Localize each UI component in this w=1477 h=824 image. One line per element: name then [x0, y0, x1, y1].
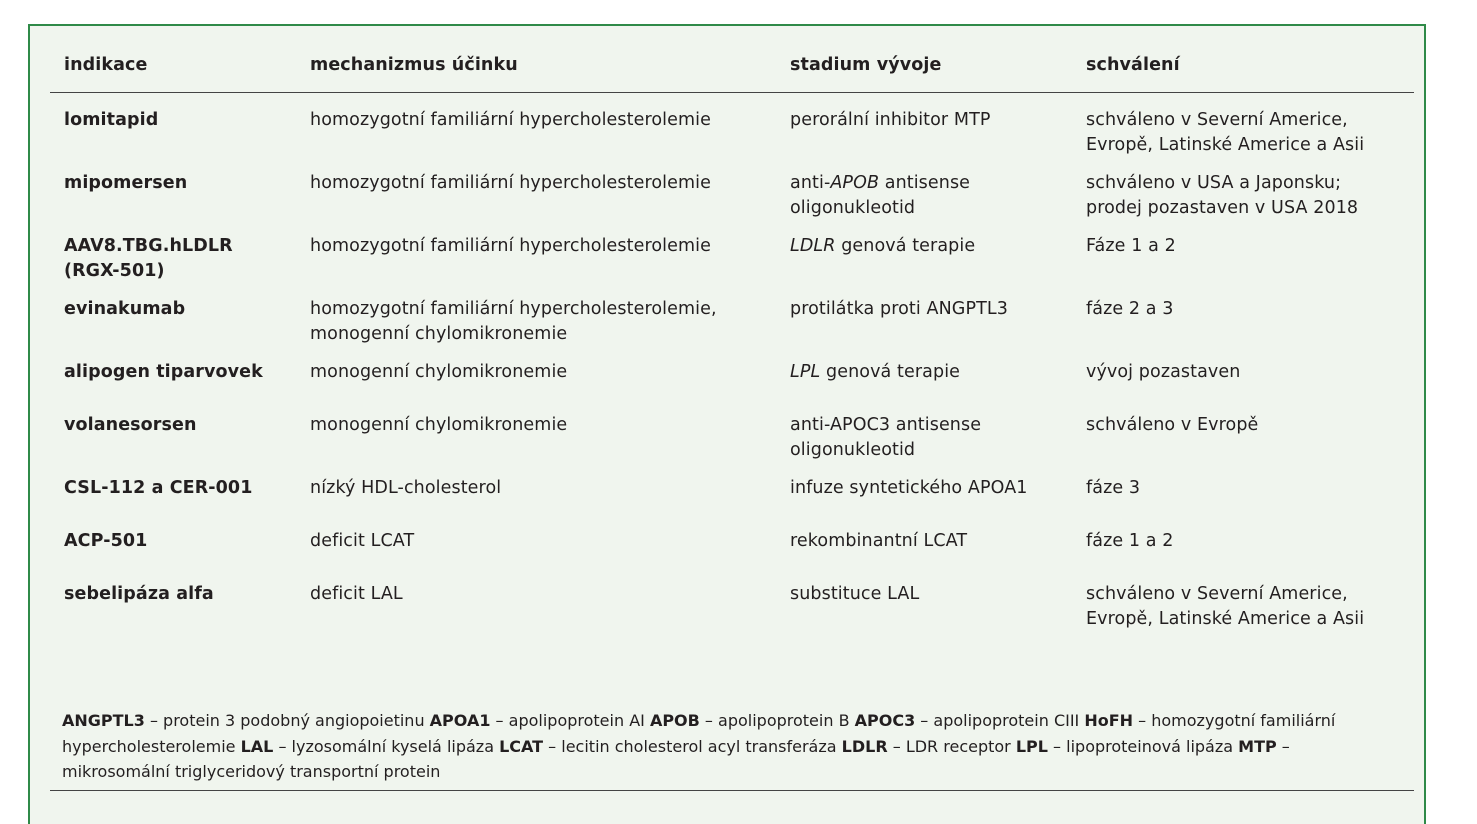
stage-post: antisense: [879, 173, 971, 193]
stage-post: genová terapie: [835, 236, 976, 256]
table-row: [50, 284, 1414, 347]
cell-stage: [776, 569, 1072, 632]
stage-line2: oligonukleotid: [790, 198, 916, 218]
header-stadium: stadium vývoje: [776, 42, 1072, 93]
approval-line: schváleno v Evropě: [1086, 415, 1259, 435]
cell-approval: [1072, 569, 1414, 632]
cell-mechanism: [296, 400, 776, 463]
abbreviation-term: APOC3: [854, 711, 916, 730]
cell-drug: [50, 347, 296, 400]
mechanism-line: monogenní chylomikronemie: [310, 362, 568, 382]
mechanism-line: homozygotní familiární hypercholesterolemie,: [310, 299, 717, 319]
cell-drug: [50, 221, 296, 284]
cell-drug: [50, 569, 296, 632]
mechanism-line: nízký HDL-cholesterol: [310, 478, 502, 498]
mechanism-line: homozygotní familiární hypercholesterolemie: [310, 173, 711, 193]
cell-stage: [776, 400, 1072, 463]
drug-name: evinakumab: [64, 299, 186, 319]
approval-line: Evropě, Latinské Americe a Asii: [1086, 135, 1365, 155]
abbreviation-term: HoFH: [1084, 711, 1134, 730]
cell-drug: [50, 93, 296, 159]
header-schvaleni: schválení: [1072, 42, 1414, 93]
abbreviation-term: APOB: [649, 711, 700, 730]
stage-post: substituce LAL: [790, 584, 920, 604]
cell-mechanism: [296, 516, 776, 569]
table-row: [50, 221, 1414, 284]
approval-line: fáze 3: [1086, 478, 1141, 498]
stage-ital: LDLR: [790, 236, 836, 256]
abbreviation-definition: – homozygotní familiární hypercholesterolemie: [62, 711, 1336, 756]
cell-stage: [776, 516, 1072, 569]
mechanism-line: homozygotní familiární hypercholesterolemie: [310, 236, 711, 256]
cell-approval: [1072, 93, 1414, 159]
cell-drug: [50, 158, 296, 221]
cell-mechanism: [296, 347, 776, 400]
abbreviation-definition: – LDR receptor: [887, 736, 1016, 756]
abbreviation-term: APOA1: [429, 711, 491, 730]
stage-pre: anti-: [790, 173, 831, 193]
mechanism-line: deficit LAL: [310, 584, 403, 604]
abbreviation-term: LDLR: [841, 736, 888, 756]
stage-line: [790, 234, 1058, 259]
table-row: [50, 93, 1414, 159]
stage-line: [790, 297, 1058, 322]
table-row: [50, 158, 1414, 221]
stage-post: rekombinantní LCAT: [790, 531, 968, 551]
mechanism-line: monogenní chylomikronemie: [310, 324, 568, 344]
cell-stage: [776, 158, 1072, 221]
table-row: [50, 569, 1414, 632]
stage-line: [790, 529, 1058, 554]
abbreviation-term: LAL: [240, 736, 274, 756]
approval-line: schváleno v Severní Americe,: [1086, 584, 1348, 604]
header-indikace: indikace: [50, 42, 296, 93]
stage-line: [790, 413, 1058, 438]
abbreviations-footnote: [62, 708, 1402, 785]
abbreviation-term: MTP: [1238, 736, 1277, 756]
stage-line: [790, 171, 1058, 196]
cell-approval: [1072, 284, 1414, 347]
stage-post: genová terapie: [820, 362, 961, 382]
stage-line: [790, 582, 1058, 607]
cell-stage: [776, 221, 1072, 284]
stage-line: [790, 476, 1058, 501]
stage-post: infuze syntetického APOA1: [790, 478, 1028, 498]
cell-stage: [776, 93, 1072, 159]
drug-name: alipogen tiparvovek: [64, 362, 263, 382]
approval-line: fáze 1 a 2: [1086, 531, 1174, 551]
cell-mechanism: [296, 284, 776, 347]
drug-name: sebelipáza alfa: [64, 584, 214, 604]
cell-approval: [1072, 463, 1414, 516]
abbreviation-definition: – protein 3 podobný angiopoietinu: [144, 711, 430, 730]
drug-name-line2: (RGX-501): [64, 261, 165, 281]
cell-drug: [50, 400, 296, 463]
table-row: [50, 463, 1414, 516]
stage-post: anti-APOC3 antisense: [790, 415, 982, 435]
cell-approval: [1072, 158, 1414, 221]
table-row: [50, 516, 1414, 569]
drug-name: volanesorsen: [64, 415, 197, 435]
cell-mechanism: [296, 93, 776, 159]
cell-mechanism: [296, 158, 776, 221]
cell-stage: [776, 284, 1072, 347]
approval-line: prodej pozastaven v USA 2018: [1086, 198, 1359, 218]
header-mechanizmus: mechanizmus účinku: [296, 42, 776, 93]
cell-drug: [50, 284, 296, 347]
cell-mechanism: [296, 221, 776, 284]
mechanism-line: monogenní chylomikronemie: [310, 415, 568, 435]
abbreviation-definition: – apolipoprotein B: [699, 711, 855, 730]
abbreviation-definition: – mikrosomální triglyceridový transportní protein: [62, 736, 1290, 781]
mechanism-line: deficit LCAT: [310, 531, 415, 551]
abbreviation-term: ANGPTL3: [62, 711, 145, 730]
drug-name: ACP-501: [64, 531, 148, 551]
drug-name: CSL-112 a CER-001: [64, 478, 253, 498]
stage-post: perorální inhibitor MTP: [790, 110, 991, 130]
abbreviation-definition: – apolipoprotein AI: [490, 711, 650, 730]
cell-drug: [50, 463, 296, 516]
abbreviation-definition: – apolipoprotein CIII: [915, 711, 1085, 730]
approval-line: Evropě, Latinské Americe a Asii: [1086, 609, 1365, 629]
approval-line: fáze 2 a 3: [1086, 299, 1174, 319]
stage-post: protilátka proti ANGPTL3: [790, 299, 1008, 319]
table-row: [50, 347, 1414, 400]
approval-line: schváleno v USA a Japonsku;: [1086, 173, 1342, 193]
abbreviation-definition: – lecitin cholesterol acyl transferáza: [543, 736, 842, 756]
cell-mechanism: [296, 569, 776, 632]
table-header-row: [50, 42, 1414, 93]
abbreviation-term: LCAT: [499, 736, 544, 756]
stage-ital: LPL: [790, 362, 821, 382]
cell-approval: [1072, 400, 1414, 463]
mechanism-line: homozygotní familiární hypercholesterolemie: [310, 110, 711, 130]
abbreviation-term: LPL: [1015, 736, 1048, 756]
approval-line: schváleno v Severní Americe,: [1086, 110, 1348, 130]
table-row: [50, 400, 1414, 463]
approval-line: vývoj pozastaven: [1086, 362, 1241, 382]
cell-drug: [50, 516, 296, 569]
stage-line: [790, 108, 1058, 133]
abbreviation-definition: – lipoproteinová lipáza: [1047, 736, 1239, 756]
drug-name: mipomersen: [64, 173, 188, 193]
approval-line: Fáze 1 a 2: [1086, 236, 1176, 256]
abbreviation-definition: – lyzosomální kyselá lipáza: [273, 736, 500, 756]
cell-approval: [1072, 516, 1414, 569]
stage-ital: APOB: [830, 173, 880, 193]
table-body: [50, 93, 1414, 633]
drug-name: lomitapid: [64, 110, 159, 130]
table-panel: [28, 24, 1426, 824]
drug-table: [50, 42, 1414, 632]
stage-line: [790, 360, 1058, 385]
cell-approval: [1072, 347, 1414, 400]
cell-mechanism: [296, 463, 776, 516]
drug-name: AAV8.TBG.hLDLR: [64, 236, 233, 256]
cell-stage: [776, 463, 1072, 516]
bottom-divider: [50, 790, 1414, 791]
stage-line2: oligonukleotid: [790, 440, 916, 460]
cell-stage: [776, 347, 1072, 400]
cell-approval: [1072, 221, 1414, 284]
